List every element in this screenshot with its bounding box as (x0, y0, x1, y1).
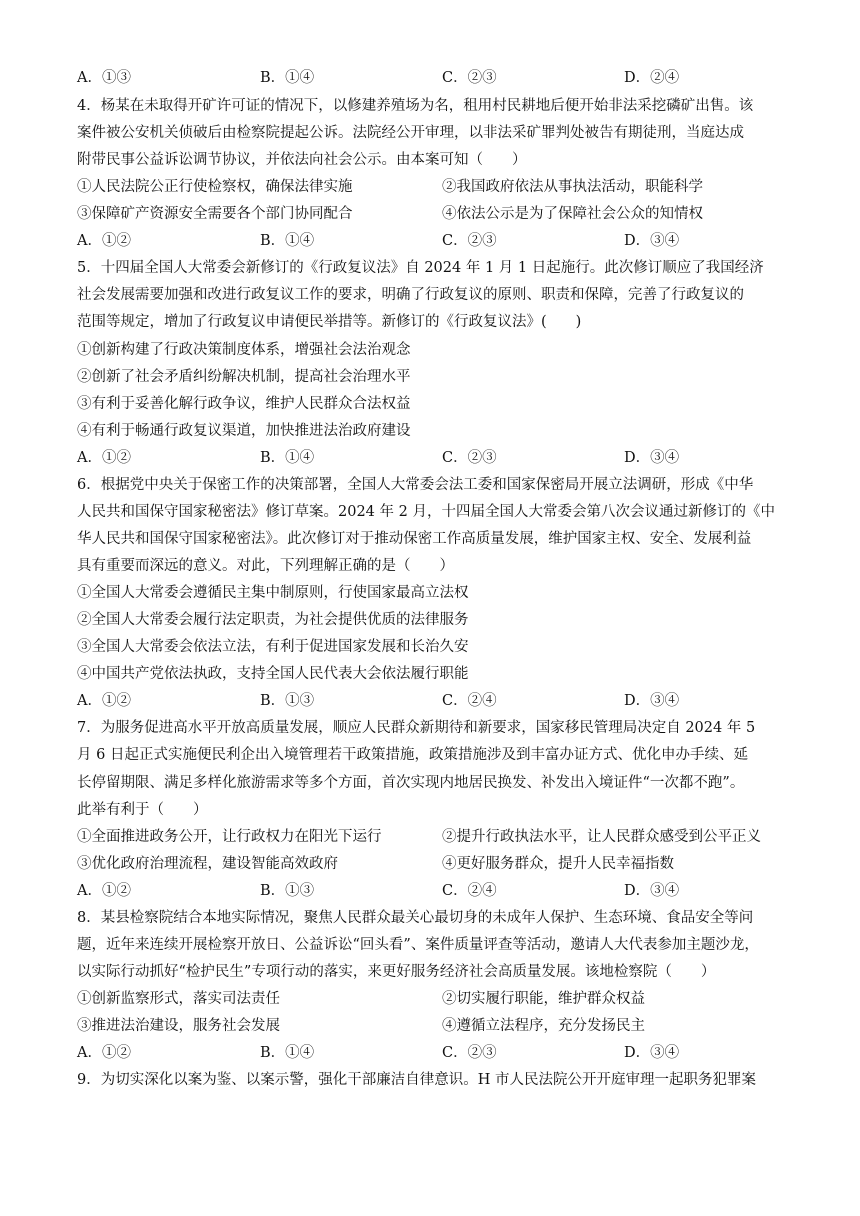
q6-stem-line: 6．根据党中央关于保密工作的决策部署，全国人大常委会法工委和国家保密局开展立法调研，形成《中华 (77, 477, 754, 493)
q5-stem-line: 范围等规定，增加了行政复议申请便民举措等。新修订的《行政复议法》( ) (77, 314, 582, 330)
q3-option-d[interactable]: D．②④ (624, 70, 680, 86)
q8-statement-row (77, 989, 797, 1009)
q4-stem-line: 案件被公安机关侦破后由检察院提起公诉。法院经公开审理，以非法采矿罪判处被告有期徒刑，当庭达成 (77, 125, 744, 141)
q9-stem-line: 9．为切实深化以案为鉴、以案示警，强化干部廉洁自律意识。H 市人民法院公开开庭审理一起职务犯罪案 (77, 1072, 756, 1088)
q8-statement: ①创新监察形式，落实司法责任 (77, 991, 280, 1007)
q6-option-b[interactable]: B．①③ (260, 693, 315, 709)
q3-option-b[interactable]: B．①④ (260, 70, 315, 86)
q4-stem-line: 4．杨某在未取得开矿许可证的情况下，以修建养殖场为名，租用村民耕地后便开始非法采挖磷矿出售。该 (77, 98, 754, 114)
q7-stem-line: 7．为服务促进高水平开放高质量发展，顺应人民群众新期待和新要求，国家移民管理局决定自 2024 年 5 (77, 720, 756, 736)
q4-statement-row (77, 177, 797, 197)
q7-statement: ③优化政府治理流程，建设智能高效政府 (77, 856, 338, 872)
q7-statement-row (77, 827, 797, 847)
q4-statement-row (77, 204, 797, 224)
q7-stem-line: 此举有利于（ ） (77, 802, 208, 818)
q8-options (77, 1043, 797, 1063)
q8-stem-line: 以实际行动抓好“检护民生”专项行动的落实，来更好服务经济社会高质量发展。该地检察院（ ） (77, 964, 716, 980)
q8-statement: ④遵循立法程序，充分发扬民主 (442, 1018, 645, 1034)
q5-option-c[interactable]: C．②③ (442, 450, 497, 466)
q7-stem-line: 月 6 日起正式实施便民利企出入境管理若干政策措施，政策措施涉及到丰富办证方式、优化申办手续、延 (77, 747, 748, 763)
q5-stem-line: 社会发展需要加强和改进行政复议工作的要求，明确了行政复议的原则、职责和保障，完善了行政复议的 (77, 287, 744, 303)
q5-statement: ④有利于畅通行政复议渠道，加快推进法治政府建设 (77, 423, 411, 439)
q5-option-d[interactable]: D．③④ (624, 450, 680, 466)
q4-options (77, 231, 797, 251)
q4-option-c[interactable]: C．②③ (442, 233, 497, 249)
q5-option-b[interactable]: B．①④ (260, 450, 315, 466)
q6-stem-line: 具有重要而深远的意义。对此，下列理解正确的是（ ） (77, 558, 454, 574)
q3-option-a[interactable]: A．①③ (77, 70, 131, 86)
q7-option-d[interactable]: D．③④ (624, 883, 680, 899)
q7-statement: ②提升行政执法水平，让人民群众感受到公平正义 (442, 829, 761, 845)
q4-statement: ①人民法院公正行使检察权，确保法律实施 (77, 179, 353, 195)
q7-statement: ①全面推进政务公开，让行政权力在阳光下运行 (77, 829, 382, 845)
q7-option-c[interactable]: C．②④ (442, 883, 497, 899)
q5-options (77, 448, 797, 468)
q4-option-a[interactable]: A．①② (77, 233, 131, 249)
q6-statement: ②全国人大常委会履行法定职责，为社会提供优质的法律服务 (77, 612, 469, 628)
q7-statement-row (77, 854, 797, 874)
q7-option-b[interactable]: B．①③ (260, 883, 315, 899)
q6-option-d[interactable]: D．③④ (624, 693, 680, 709)
q8-option-c[interactable]: C．②③ (442, 1045, 497, 1061)
q3-options (77, 68, 797, 88)
q8-option-a[interactable]: A．①② (77, 1045, 131, 1061)
q7-stem-line: 长停留期限、满足多样化旅游需求等多个方面，首次实现内地居民换发、补发出入境证件“一次都不跑”。 (77, 775, 745, 791)
q7-options (77, 881, 797, 901)
q6-statement: ①全国人大常委会遵循民主集中制原则，行使国家最高立法权 (77, 585, 469, 601)
q6-options (77, 691, 797, 711)
q8-statement: ②切实履行职能，维护群众权益 (442, 991, 645, 1007)
q8-statement-row (77, 1016, 797, 1036)
q3-option-c[interactable]: C．②③ (442, 70, 497, 86)
q6-stem-line: 人民共和国保守国家秘密法》修订草案。2024 年 2 月，十四届全国人大常委会第八次会议通过新修订的《中 (77, 504, 775, 520)
q5-statement: ①创新构建了行政决策制度体系，增强社会法治观念 (77, 342, 411, 358)
q4-option-d[interactable]: D．③④ (624, 233, 680, 249)
q5-option-a[interactable]: A．①② (77, 450, 131, 466)
q6-stem-line: 华人民共和国保守国家秘密法》。此次修订对于推动保密工作高质量发展，维护国家主权、安全、发展利益 (77, 531, 752, 547)
q6-statement: ④中国共产党依法执政，支持全国人民代表大会依法履行职能 (77, 666, 469, 682)
q6-option-a[interactable]: A．①② (77, 693, 131, 709)
q5-stem-line: 5．十四届全国人大常委会新修订的《行政复议法》自 2024 年 1 月 1 日起施行。此次修订顺应了我国经济 (77, 260, 764, 276)
q4-statement: ④依法公示是为了保障社会公众的知情权 (442, 206, 703, 222)
q4-option-b[interactable]: B．①④ (260, 233, 315, 249)
q6-option-c[interactable]: C．②④ (442, 693, 497, 709)
q7-statement: ④更好服务群众，提升人民幸福指数 (442, 856, 674, 872)
q4-statement: ②我国政府依法从事执法活动，职能科学 (442, 179, 703, 195)
q4-statement: ③保障矿产资源安全需要各个部门协同配合 (77, 206, 353, 222)
q8-option-b[interactable]: B．①④ (260, 1045, 315, 1061)
q8-option-d[interactable]: D．③④ (624, 1045, 680, 1061)
q5-statement: ②创新了社会矛盾纠纷解决机制，提高社会治理水平 (77, 369, 411, 385)
q4-stem-line: 附带民事公益诉讼调节协议，并依法向社会公示。由本案可知（ ） (77, 152, 527, 168)
q7-option-a[interactable]: A．①② (77, 883, 131, 899)
q8-statement: ③推进法治建设，服务社会发展 (77, 1018, 280, 1034)
q5-statement: ③有利于妥善化解行政争议，维护人民群众合法权益 (77, 396, 411, 412)
q8-stem-line: 题，近年来连续开展检察开放日、公益诉讼“回头看”、案件质量评查等活动，邀请人大代表参加主题沙龙， (77, 937, 759, 953)
q6-statement: ③全国人大常委会依法立法，有利于促进国家发展和长治久安 (77, 639, 469, 655)
q8-stem-line: 8．某县检察院结合本地实际情况，聚焦人民群众最关心最切身的未成年人保护、生态环境、食品安全等问 (77, 910, 754, 926)
